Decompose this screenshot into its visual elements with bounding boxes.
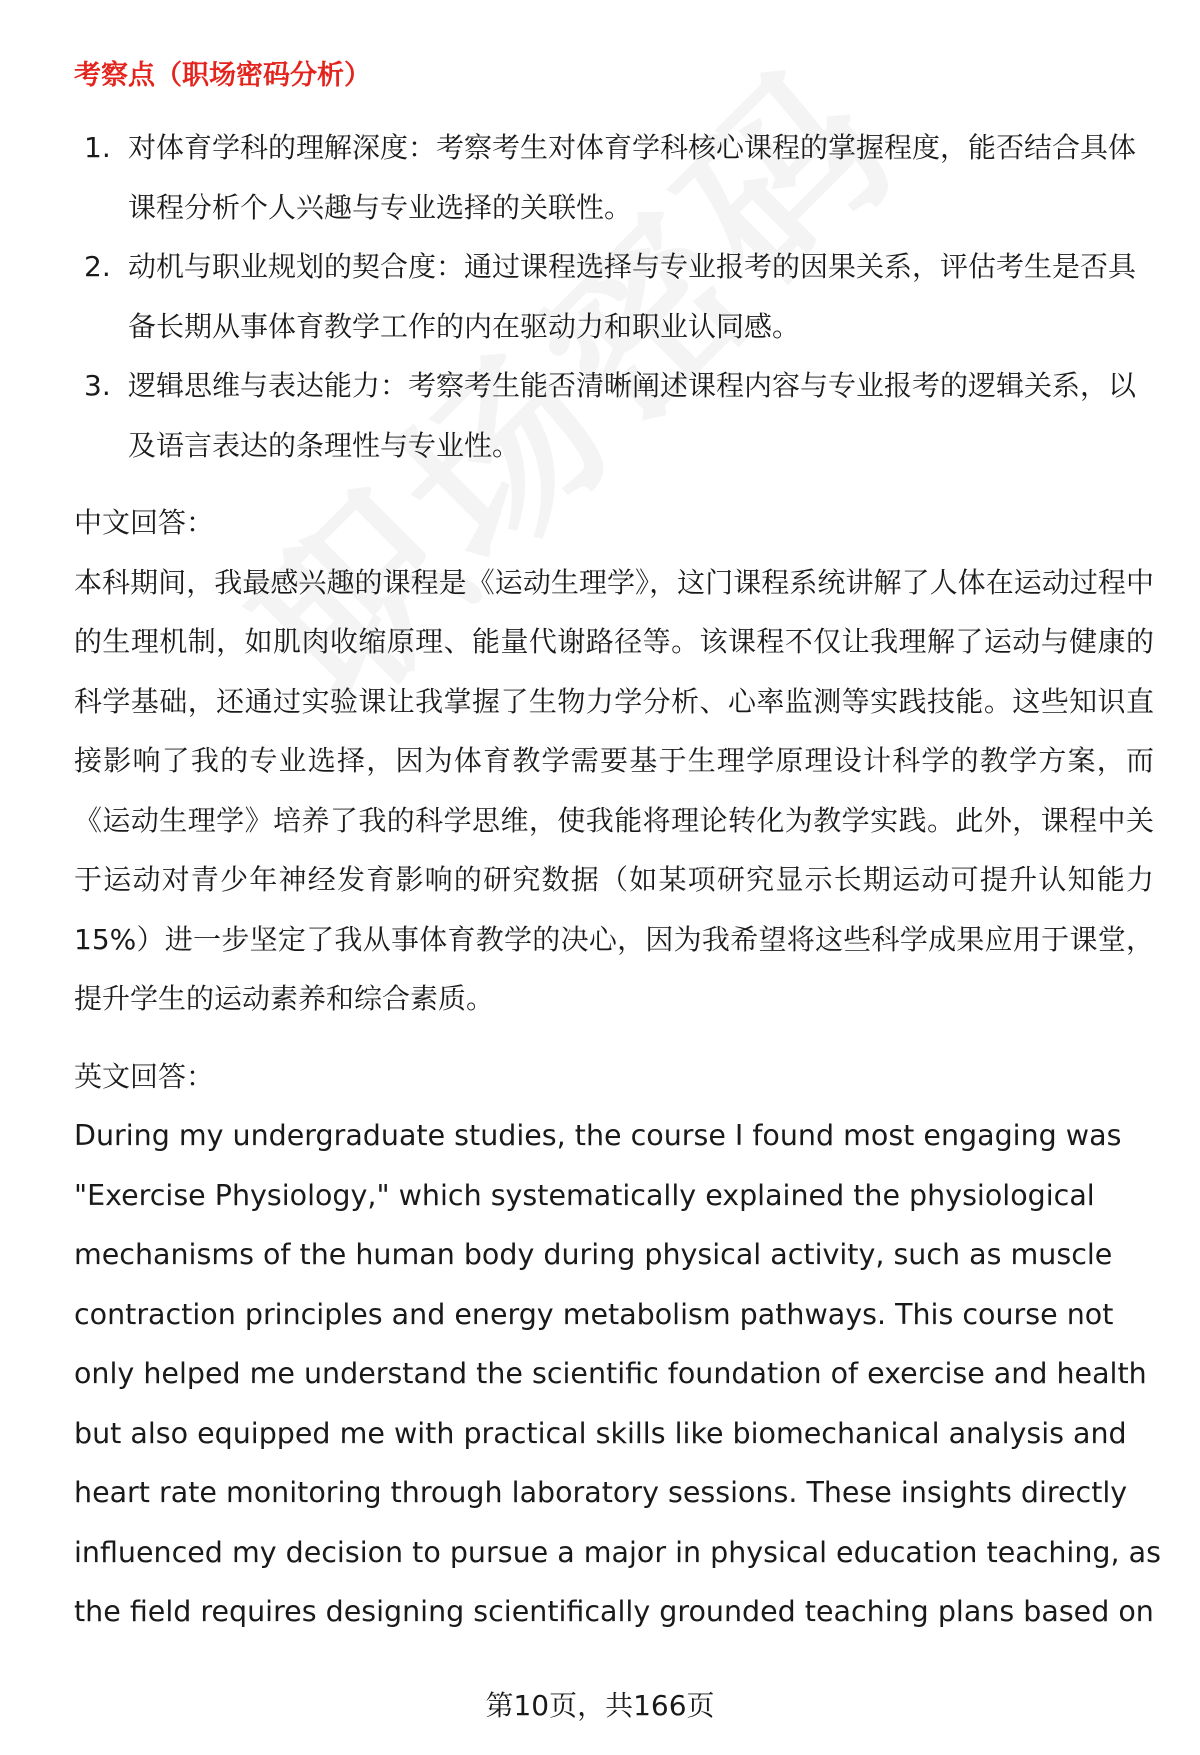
list-item: [74, 237, 1154, 356]
english-answer-line: "Exercise Physiology," which systematically explained the physiological: [74, 1178, 1095, 1212]
english-answer-line: influenced my decision to pursue a major in physical education teaching, as: [74, 1535, 1161, 1569]
english-answer-line: heart rate monitoring through laboratory sessions. These insights directly: [74, 1476, 1128, 1509]
english-answer-heading: 英文回答：: [74, 1059, 215, 1093]
english-answer-line: mechanisms of the human body during physical activity, such as muscle: [74, 1238, 1113, 1271]
english-answer-line: During my undergraduate studies, the course I found most engaging was: [74, 1119, 1122, 1152]
document-body: [74, 56, 1161, 1642]
list-item-number: 3.: [84, 369, 111, 402]
page-number: 第10页，共166页: [485, 1689, 715, 1722]
list-item-text: 逻辑思维与表达能力：考察考生能否清晰阐述课程内容与专业报考的逻辑关系，以及语言表达的条理性与专业性。: [128, 369, 1137, 462]
english-answer-line: only helped me understand the scientific foundation of exercise and health: [74, 1357, 1147, 1390]
assessment-points-list: [74, 118, 1154, 475]
section-title: 考察点（职场密码分析）: [74, 60, 371, 91]
list-item: [74, 118, 1154, 237]
english-answer-line: the field requires designing scientifically grounded teaching plans based on: [74, 1595, 1154, 1628]
english-answer-body: [74, 1106, 1161, 1642]
chinese-answer-body: 本科期间，我最感兴趣的课程是《运动生理学》，这门课程系统讲解了人体在运动过程中的生理机制，如肌肉收缩原理、能量代谢路径等。该课程不仅让我理解了运动与健康的科学基础，还通过实验课让我掌握了生物力学分析、心率监测等实践技能。这些知识直接影响了我的专业选择，因为体育教学需要基于生理学原理设计科学的教学方案，而《运动生理学》培养了我的科学思维，使我能将理论转化为教学实践。此外，课程中关于运动对青少年神经发育影响的研究数据（如某项研究显示长期运动可提升认知能力15%）进一步坚定了我从事体育教学的决心，因为我希望将这些科学成果应用于课堂，提升学生的运动素养和综合素质。: [74, 565, 1154, 1015]
chinese-answer-heading: 中文回答：: [74, 506, 215, 539]
list-item: [74, 356, 1154, 475]
list-item-number: 2.: [84, 250, 111, 283]
english-answer-line: but also equipped me with practical skills like biomechanical analysis and: [74, 1416, 1127, 1450]
english-answer-line: contraction principles and energy metabolism pathways. This course not: [74, 1297, 1114, 1331]
list-item-text: 对体育学科的理解深度：考察考生对体育学科核心课程的掌握程度，能否结合具体课程分析个人兴趣与专业选择的关联性。: [128, 131, 1137, 224]
list-item-text: 动机与职业规划的契合度：通过课程选择与专业报考的因果关系，评估考生是否具备长期从事体育教学工作的内在驱动力和职业认同感。: [128, 250, 1137, 343]
list-item-number: 1.: [84, 131, 111, 164]
